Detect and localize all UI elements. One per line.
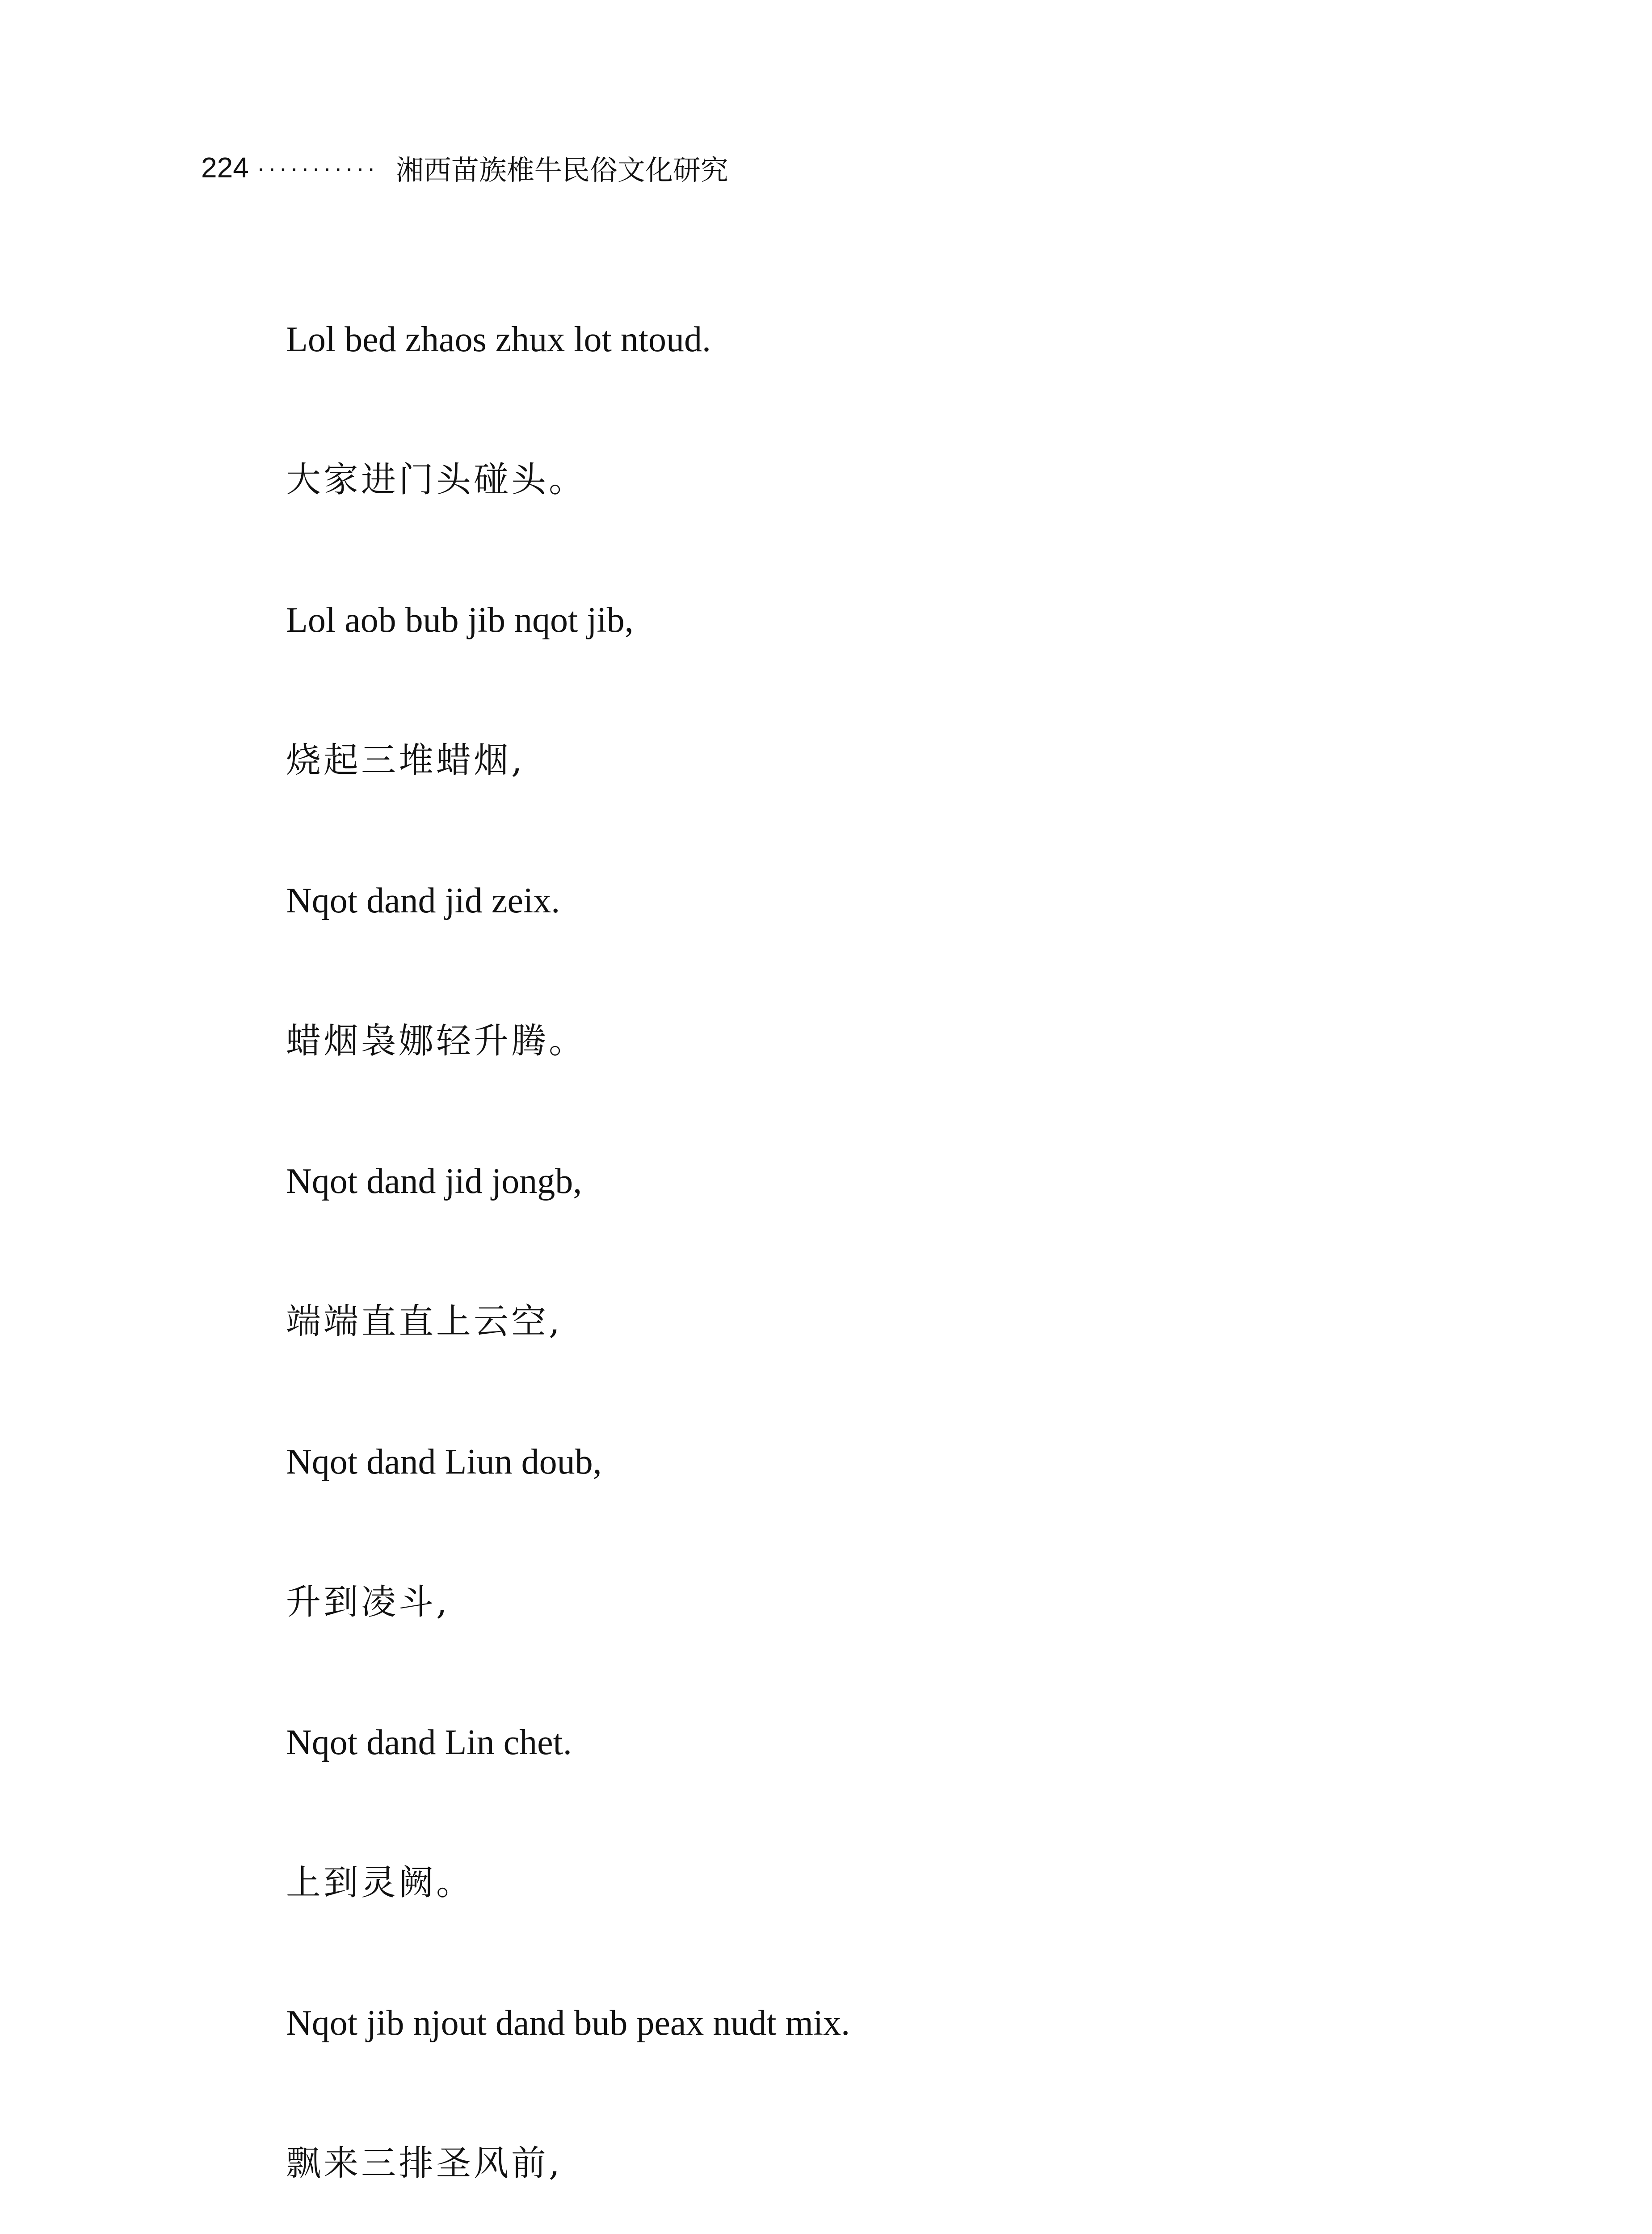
verse-line-chinese: 蜡烟袅娜轻升腾。: [286, 1021, 587, 1061]
verse-line-chinese: 升到凌斗,: [286, 1582, 450, 1622]
verse-line-miao: Lol bed zhaos zhux lot ntoud.: [286, 320, 711, 359]
page-number: 224: [201, 151, 249, 184]
verse-line-miao: Nqot jib njout dand bub peax nudt mix.: [286, 2003, 850, 2043]
verse-line-chinese: 上到灵阙。: [286, 1863, 474, 1903]
verse-line-miao: Nqot dand Lin chet.: [286, 1723, 572, 1762]
verse-line-chinese: 飘来三排圣风前,: [286, 2143, 563, 2184]
verse-line-miao: Nqot dand jid zeix.: [286, 881, 560, 920]
verse-body: [286, 304, 1403, 2234]
verse-line-chinese: 大家进门头碰头。: [286, 460, 587, 500]
verse-line-miao: Nqot dand Liun doub,: [286, 1442, 602, 1482]
verse-line-chinese: 烧起三堆蜡烟,: [286, 740, 525, 781]
running-header: [201, 147, 728, 188]
book-title: 湘西苗族椎牛民俗文化研究: [395, 153, 728, 186]
header-leader-dots: ···········: [256, 153, 378, 182]
verse-line-chinese: 端端直直上云空,: [286, 1302, 563, 1342]
verse-line-miao: Lol aob bub jib nqot jib,: [286, 600, 634, 640]
verse-line-miao: Nqot dand jid jongb,: [286, 1162, 582, 1201]
